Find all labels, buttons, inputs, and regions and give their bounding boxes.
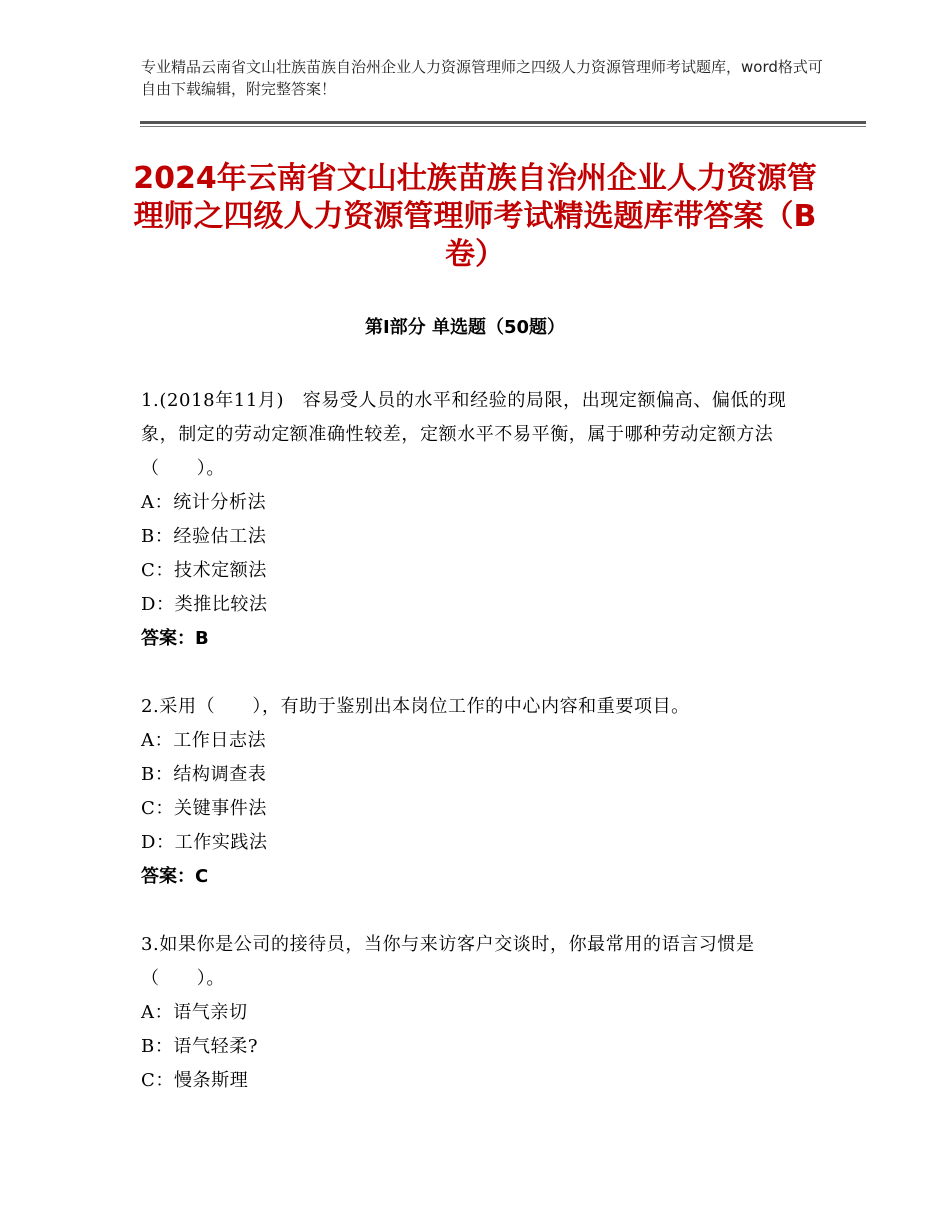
- option-b: B：结构调查表: [141, 764, 267, 785]
- option-c: C：技术定额法: [141, 560, 267, 581]
- question-list: [141, 384, 806, 1098]
- section-heading: 第Ⅰ部分 单选题（50题）: [364, 317, 565, 338]
- option-a: A：统计分析法: [141, 492, 267, 513]
- question-spacer: [141, 894, 806, 928]
- answer-label: 答案：C: [141, 866, 209, 887]
- header-note: 专业精品云南省文山壮族苗族自治州企业人力资源管理师之四级人力资源管理师考试题库，word格式可自由下载编辑，附完整答案！: [141, 58, 823, 98]
- option-b: B：语气轻柔?: [141, 1036, 259, 1057]
- option-a: A：语气亲切: [141, 1002, 248, 1023]
- header-divider-thick: [140, 121, 866, 124]
- question-2: [141, 690, 806, 894]
- option-d: D：工作实践法: [141, 832, 268, 853]
- question-spacer: [141, 656, 806, 690]
- question-1: [141, 384, 806, 656]
- question-stem: 1.(2018年11月) 容易受人员的水平和经验的局限，出现定额偏高、偏低的现象，制定的劳动定额准确性较差，定额水平不易平衡，属于哪种劳动定额方法（ ）。: [141, 390, 787, 479]
- question-stem: 3.如果你是公司的接待员，当你与来访客户交谈时，你最常用的语言习惯是（ ）。: [141, 934, 755, 989]
- question-stem: 2.采用（ ），有助于鉴别出本岗位工作的中心内容和重要项目。: [141, 696, 690, 717]
- option-c: C：慢条斯理: [141, 1070, 249, 1091]
- option-d: D：类推比较法: [141, 594, 268, 615]
- header-divider-thin: [140, 126, 866, 127]
- document-title: 2024年云南省文山壮族苗族自治州企业人力资源管理师之四级人力资源管理师考试精选题库带答案（B卷）: [133, 161, 817, 272]
- question-3: [141, 928, 806, 1098]
- option-c: C：关键事件法: [141, 798, 267, 819]
- answer-label: 答案：B: [141, 628, 209, 649]
- option-b: B：经验估工法: [141, 526, 267, 547]
- option-a: A：工作日志法: [141, 730, 267, 751]
